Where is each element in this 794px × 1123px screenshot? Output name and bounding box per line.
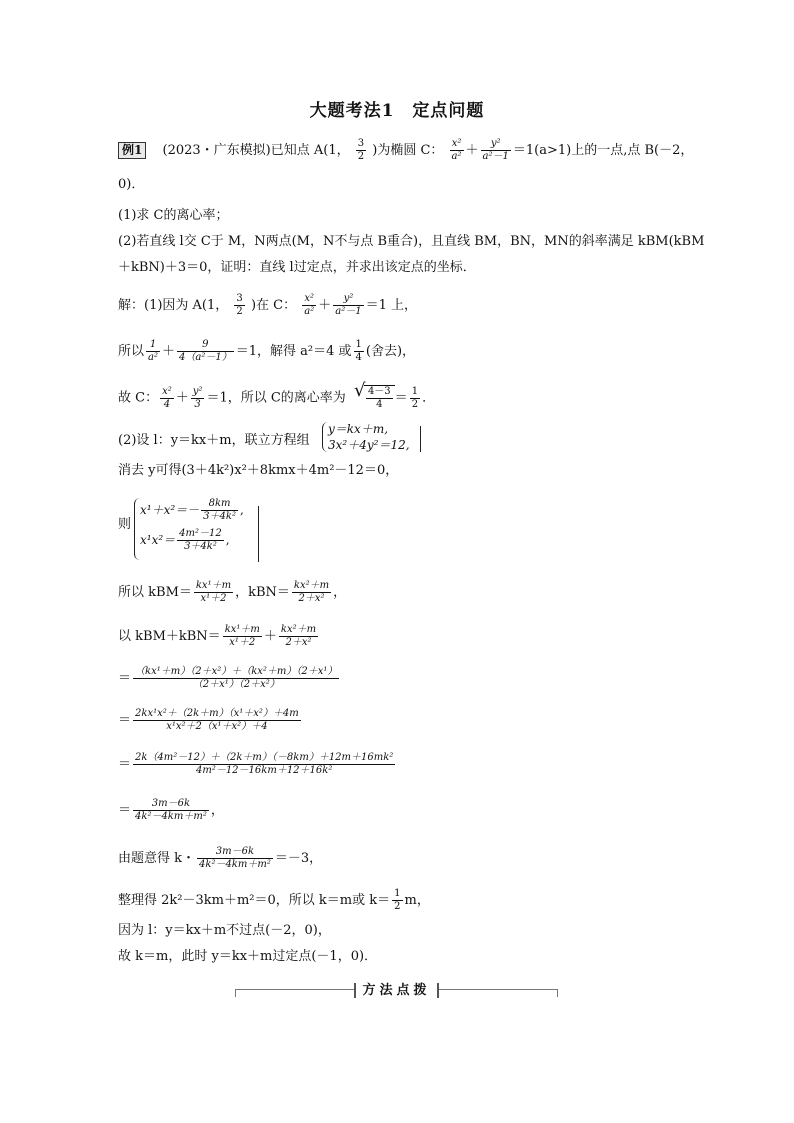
frac-num: y² — [481, 138, 511, 151]
frac-num: 2k（4m²－12）＋（2k＋m）（－8km）＋12m＋16mk² — [135, 752, 394, 763]
fraction — [410, 386, 420, 411]
frac-num: y² — [192, 385, 203, 397]
fraction — [234, 293, 244, 318]
frac-num: 1 — [411, 385, 419, 397]
right-bar — [420, 426, 421, 452]
problem-text: (2023・广东模拟)已知点 A(1， — [162, 143, 350, 158]
frac-den: 2 — [357, 151, 365, 162]
solution-line-7: 所以 kBM＝ $\frac{\text{kx¹＋m}}{\text{x¹＋2}}$ ，kBN＝ $\frac{\text{kx²＋m}}{\text{2＋x²}}$ ， — [118, 580, 347, 604]
solution-text: 所以 kBM＝ — [118, 585, 192, 600]
fraction — [133, 798, 209, 823]
fraction — [354, 339, 364, 364]
frac-num: 1 — [355, 339, 362, 350]
fraction — [191, 386, 205, 411]
fraction — [177, 528, 224, 553]
fraction — [133, 752, 395, 777]
frac-den: 4 — [163, 398, 171, 410]
frac-num: 3m－6k — [197, 846, 273, 859]
fraction — [197, 846, 273, 871]
frac-num: x² — [450, 138, 464, 151]
frac-num: 4m²－12 — [179, 528, 222, 539]
fraction — [366, 386, 393, 411]
fraction — [133, 708, 301, 733]
solution-line-16: 故 k＝m，此时 y＝kx＋m过定点(－1，0)． — [118, 949, 378, 964]
fraction — [177, 339, 234, 364]
frac-num: kx¹＋m — [195, 580, 232, 591]
frac-num: kx²＋m — [280, 624, 317, 635]
solution-text: )在 C： — [250, 298, 297, 313]
frac-den: 3＋4k² — [184, 541, 217, 552]
frac-den: a² — [148, 352, 158, 363]
product-roots: x¹x²＝ $\frac{\text{4m²－12}}{\text{3＋4k²}}$ , — [140, 528, 230, 552]
frac-num: kx¹＋m — [224, 624, 260, 635]
solution-line-3: 故 C： $\frac{\text{x²}}{4}$ ＋ $\frac{\text{y²}}{3}$ ＝1，所以 C的离心率为 √ $\frac{4-3}{4}$ ＝ $\frac{1}{2}$ ． — [118, 385, 435, 411]
frac-den: 4k²－4km＋m² — [199, 859, 271, 870]
fraction — [201, 498, 238, 523]
solution-line-13 — [118, 846, 322, 871]
solution-text: ＝1，所以 C的离心率为 — [206, 390, 346, 406]
solution-line-11: ＝ $\frac{\text{2k（4m²－12）＋（2k＋m）（－8km）＋12m＋16mk²}}{\text{4m²－12－16km＋12＋16k²}}$ — [118, 752, 394, 776]
frac-den: 2＋x² — [298, 593, 325, 604]
frac-num: x² — [162, 385, 172, 397]
problem-text: ＝1(a>1)上的一点,点 B(－2， — [512, 143, 694, 158]
solution-text: ． — [422, 390, 436, 406]
frac-den: x¹＋2 — [229, 637, 256, 648]
system-eq-1: y＝kx＋m, — [328, 422, 389, 436]
problem-text: )为椭圆 C： — [372, 143, 444, 158]
system-eq-2: 3x²＋4y²＝12, — [328, 438, 410, 452]
frac-num: √ 4－3 — [367, 386, 391, 397]
fraction — [292, 580, 331, 605]
solution-line-5: 消去 y可得(3＋4k²)x²＋8kmx＋4m²－12＝0， — [118, 463, 399, 478]
frac-den: 4 — [376, 399, 383, 410]
frac-num: y² — [333, 293, 363, 306]
frac-den: a² — [304, 306, 315, 317]
frac-den: x¹＋2 — [200, 593, 227, 604]
frac-den: 3＋4k² — [203, 511, 236, 522]
problem-line-1: 例1 (2023・广东模拟)已知点 A(1， $\frac{3}{2}$ )为椭圆 C： $\frac{\text{x²}}{\text{a²}}$ ＋ $\frac{\text{y²}}{\text{a²－1}}$ ＝1(a>1)上的一点,点 B(－2， — [118, 138, 693, 163]
solution-line-9: ＝ $\frac{\text{（kx¹＋m）（2＋x²）＋（kx²＋m）（2＋x¹）}}{\text{（2＋x¹）（2＋x²）}}$ — [118, 666, 338, 690]
frac-num: 3m－6k — [133, 798, 209, 811]
frac-den: a²－1 — [335, 306, 362, 317]
question-2b: ＋kBN)＋3＝0，证明：直线 l过定点，并求出该定点的坐标． — [118, 260, 476, 275]
solution-text: 以 kBM＋kBN＝ — [118, 629, 221, 644]
solution-line-12: ＝ $\frac{3m-6k}{\text{4k²－4km＋m²}}$ ， — [118, 798, 224, 822]
solution-text: ，kBN＝ — [235, 585, 290, 600]
solution-text: ＝－3， — [274, 851, 323, 866]
frac-den: a²－1 — [482, 151, 509, 162]
frac-den: a² — [451, 151, 462, 162]
solution-line-14 — [118, 888, 430, 913]
solution-text: 所以 — [118, 344, 145, 359]
solution-line-6-prefix: 则 — [118, 517, 132, 532]
frac-num: （kx¹＋m）（2＋x²）＋（kx²＋m）（2＋x¹） — [135, 666, 338, 677]
frac-num: 1 — [146, 339, 160, 352]
solution-text: 整理得 2k²－3km＋m²＝0，所以 k＝m或 k＝ — [118, 893, 391, 908]
frac-num: x² — [302, 293, 316, 306]
frac-den: x¹x²＋2（x¹＋x²）＋4 — [166, 721, 268, 732]
frac-num: kx²＋m — [293, 580, 330, 591]
frac-num: 9 — [177, 339, 234, 352]
example-badge: 例1 — [118, 142, 146, 159]
solution-text: (舍去)， — [365, 344, 416, 359]
method-tip-divider — [235, 983, 558, 998]
problem-line-2: 0)． — [118, 177, 145, 192]
page-title: 大题考法1 定点问题 — [309, 101, 485, 121]
solution-text: ＝1 上， — [365, 298, 417, 313]
math-text: x¹＋x²＝－ — [140, 503, 200, 517]
frac-den: 4m²－12－16km＋12＋16k² — [195, 765, 333, 776]
fraction — [146, 339, 160, 364]
fraction — [481, 138, 511, 163]
fraction — [194, 580, 233, 605]
frac-den: 4（a²－1） — [179, 352, 232, 363]
fraction — [160, 386, 174, 411]
solution-text: ＝1，解得 a²＝4 或 — [235, 344, 352, 359]
method-tip-label-wrap — [235, 979, 558, 998]
frac-den: 2 — [236, 306, 243, 317]
solution-text: 解：(1)因为 A(1， — [118, 298, 229, 313]
fraction — [223, 624, 262, 649]
solution-line-1: 解：(1)因为 A(1， $\frac{3}{2}$ )在 C： $\frac{\text{x²}}{\text{a²}}$ ＋ $\frac{\text{y²}}{\text{a²－1}}$ ＝1 上， — [118, 293, 417, 317]
solution-line-8: 以 kBM＋kBN＝ $\frac{\text{kx¹＋m}}{\text{x¹＋2}}$ ＋ $\frac{\text{kx²＋m}}{\text{2＋x²}}$ — [118, 624, 317, 648]
frac-den: 2 — [394, 901, 401, 912]
fraction — [392, 888, 402, 913]
fraction — [333, 293, 363, 318]
sqrt-sign — [364, 385, 395, 411]
solution-line-2: 所以 $\frac{1}{\text{a²}}$ ＋ $\frac{9}{\text{4（a²－1）}}$ ＝1，解得 a²＝4 或 $\frac{1}{4}$ (舍去)， — [118, 339, 416, 363]
frac-num: 8km — [201, 498, 238, 511]
fraction — [133, 666, 339, 691]
sum-roots: x¹＋x²＝－ $\frac{8km}{\text{3＋4k²}}$ , — [140, 498, 244, 522]
right-bar — [258, 506, 259, 562]
frac-num: 2kx¹x²＋（2k＋m）（x¹＋x²）＋4m — [135, 708, 299, 719]
fraction — [450, 138, 464, 163]
frac-den: 3 — [194, 398, 201, 410]
solution-text: 由题意得 k・ — [118, 851, 196, 866]
fraction — [279, 624, 318, 649]
frac-den: （2＋x¹）（2＋x²） — [192, 679, 280, 690]
solution-line-15: 因为 l：y＝kx＋m不过点(－2，0)， — [118, 923, 331, 938]
frac-num: 1 — [394, 888, 401, 899]
frac-den: 4k²－4km＋m² — [135, 811, 207, 822]
fraction — [356, 138, 366, 163]
question-2a: (2)若直线 l交 C于 M，N两点(M，N不与点 B重合)，且直线 BM，BN，MN的斜率满足 kBM(kBM — [118, 234, 705, 249]
question-1: (1)求 C的离心率； — [118, 208, 229, 223]
solution-text: m， — [404, 893, 430, 908]
method-tip-label: 方法点拨 — [354, 983, 438, 998]
solution-text: ＝ — [394, 390, 408, 406]
math-text: x¹x²＝ — [140, 533, 176, 547]
frac-num: 3 — [236, 293, 243, 304]
frac-num: 3 — [357, 138, 365, 149]
solution-line-10: ＝ $\frac{\text{2kx¹x²＋（2k＋m）（x¹＋x²）＋4m}}{\text{x¹x²＋2（x¹＋x²）＋4}}$ — [118, 708, 299, 732]
frac-den: 2 — [411, 398, 419, 410]
fraction — [302, 293, 316, 318]
frac-den: 2＋x² — [285, 637, 312, 648]
solution-text: 故 C： — [118, 390, 159, 406]
frac-den: 4 — [355, 352, 362, 363]
solution-line-4: (2)设 l：y＝kx＋m，联立方程组 — [118, 433, 310, 448]
